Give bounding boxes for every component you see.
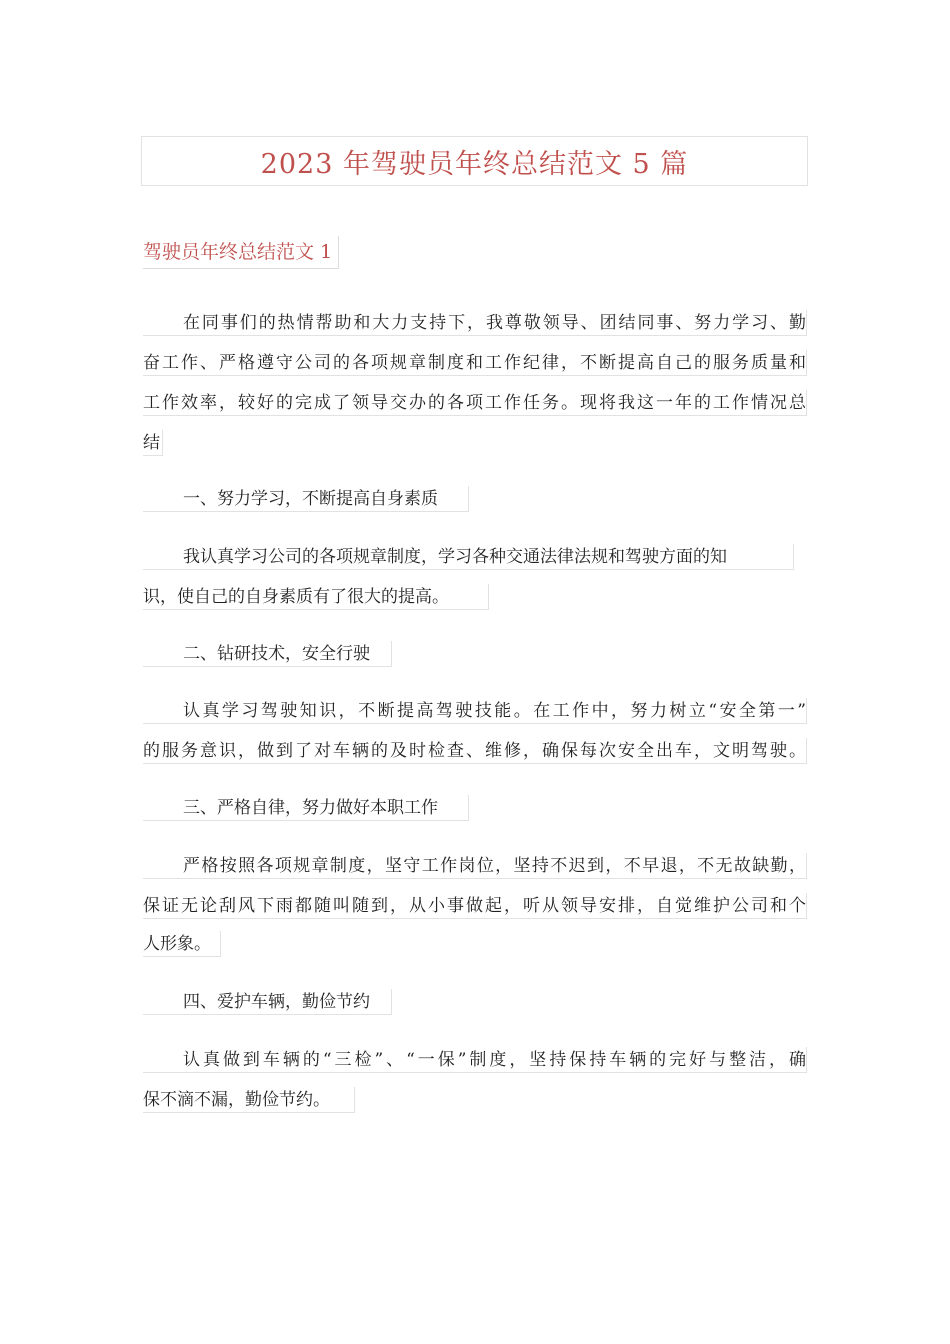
title-box <box>141 136 808 186</box>
intro-line-4: 结 <box>143 430 163 456</box>
intro-line-1: 在同事们的热情帮助和大力支持下，我尊敬领导、团结同事、努力学习、勤 <box>143 310 807 336</box>
heading-4: 四、爱护车辆，勤俭节约 <box>143 989 392 1015</box>
para4-line-2: 保不滴不漏，勤俭节约。 <box>143 1087 355 1113</box>
intro-line-2: 奋工作、严格遵守公司的各项规章制度和工作纪律，不断提高自己的服务质量和 <box>143 350 807 376</box>
heading-1: 一、努力学习，不断提高自身素质 <box>143 486 469 512</box>
para4-line-1: 认真做到车辆的“三检”、“一保”制度，坚持保持车辆的完好与整洁，确 <box>143 1047 807 1073</box>
heading-2: 二、钻研技术，安全行驶 <box>143 641 392 667</box>
para2-line-2: 的服务意识，做到了对车辆的及时检查、维修，确保每次安全出车，文明驾驶。 <box>143 738 807 764</box>
section-title: 驾驶员年终总结范文 1 <box>143 236 339 269</box>
para1-line-2: 识，使自己的自身素质有了很大的提高。 <box>143 584 489 610</box>
para3-line-3: 人形象。 <box>143 931 221 957</box>
para3-line-1: 严格按照各项规章制度，坚守工作岗位，坚持不迟到，不早退，不无故缺勤， <box>143 853 807 879</box>
intro-line-3: 工作效率，较好的完成了领导交办的各项工作任务。现将我这一年的工作情况总 <box>143 390 807 416</box>
para2-line-1: 认真学习驾驶知识，不断提高驾驶技能。在工作中，努力树立“安全第一” <box>143 698 807 724</box>
document-title: 2023 年驾驶员年终总结范文 5 篇 <box>260 148 689 180</box>
para3-line-2: 保证无论刮风下雨都随叫随到，从小事做起，听从领导安排，自觉维护公司和个 <box>143 893 807 919</box>
heading-3: 三、严格自律，努力做好本职工作 <box>143 795 469 821</box>
para1-line-1: 我认真学习公司的各项规章制度，学习各种交通法律法规和驾驶方面的知 <box>143 544 794 570</box>
